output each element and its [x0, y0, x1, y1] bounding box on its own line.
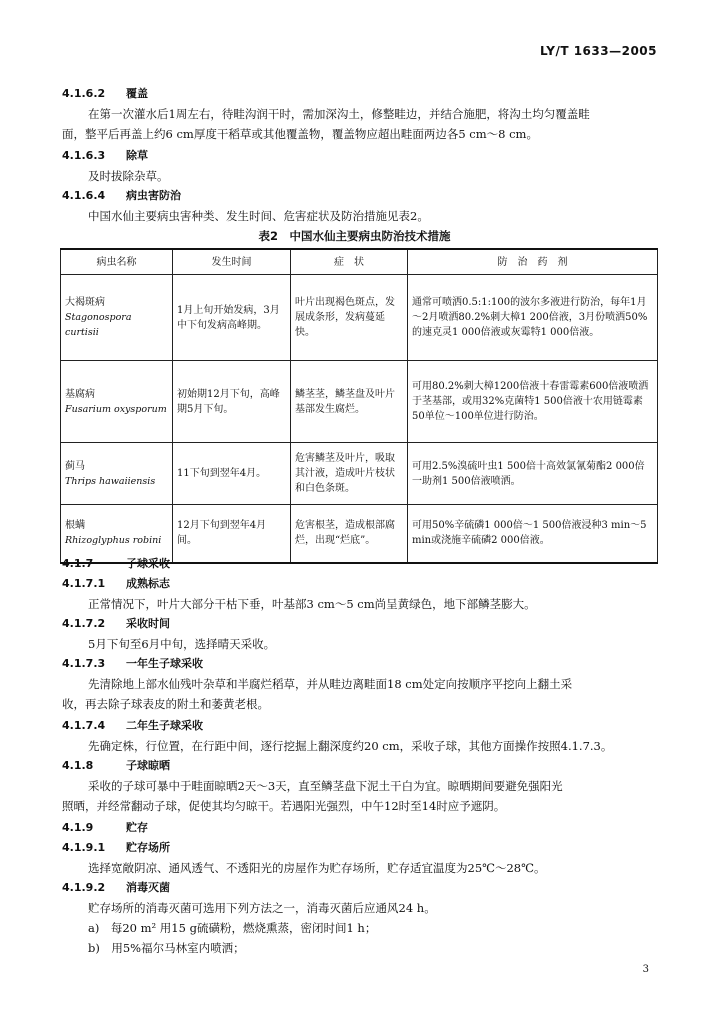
- section-heading: 4.1.7.4 二年生子球采收: [62, 719, 203, 732]
- section-heading: 4.1.8 子球晾晒: [62, 759, 170, 772]
- section-heading: 4.1.9.2 消毒灭菌: [62, 881, 170, 894]
- list-item: b) 用5%福尔马林室内喷洒；: [88, 941, 245, 955]
- standard-number: LY/T 1633—2005: [539, 44, 657, 58]
- column-header: 防 治 药 剂: [408, 249, 658, 275]
- paragraph-line: 照晒，并经常翻动子球，促使其均匀晾干。若遇阳光强烈，中午12时至14时应予遮阴。: [62, 799, 506, 813]
- paragraph-line: 5月下旬至6月中旬，选择晴天采收。: [88, 637, 276, 651]
- table-row: [61, 443, 658, 505]
- paragraph-line: 贮存场所的消毒灭菌可选用下列方法之一，消毒灭菌后应通风24 h。: [88, 901, 436, 915]
- paragraph-line: 选择宽敞阴凉、通风透气、不透阳光的房屋作为贮存场所，贮存适宜温度为25℃～28℃。: [88, 861, 546, 875]
- section-heading: 4.1.7.1 成熟标志: [62, 577, 170, 590]
- pest-name-cell: 根螨 Rhizoglyphus robini: [61, 505, 173, 563]
- symptom-cell: 危害鳞茎及叶片，吸取其汁液，造成叶片枝状和白色条斑。: [291, 443, 408, 505]
- occurrence-time-cell: 12月下旬到翌年4月间。: [173, 505, 291, 563]
- paragraph-line: 采收的子球可暴中于畦面晾晒2天～3天，直至鳞茎盘下泥土干白为宜。晾晒期间要避免强阳光: [88, 779, 563, 793]
- pest-control-table: [60, 248, 658, 564]
- table-row: [61, 275, 658, 361]
- symptom-cell: 危害根茎，造成根部腐烂，出现“烂底”。: [291, 505, 408, 563]
- paragraph-line: 先清除地上部水仙残叶杂草和半腐烂稻草，并从畦边离畦面18 cm处定向按顺序平挖向上翻土采: [88, 677, 573, 691]
- paragraph-line: 先确定株，行位置，在行距中间，逐行挖掘上翻深度约20 cm，采收子球，其他方面操作按照4.1.7.3。: [88, 739, 613, 753]
- occurrence-time-cell: 11下旬到翌年4月。: [173, 443, 291, 505]
- control-agent-cell: 通常可喷洒0.5:1:100的波尔多液进行防治，每年1月～2月喷洒80.2%刺大樟1 200倍液，3月份喷洒50%的速克灵1 000倍液或灰霉特1 000倍液。: [408, 275, 658, 361]
- control-agent-cell: 可用50%辛硫磷1 000倍～1 500倍液浸种3 min～5 min或浇施辛硫磷2 000倍液。: [408, 505, 658, 563]
- paragraph-line: 面，整平后再盖上约6 cm厚度干稻草或其他覆盖物，覆盖物应超出畦面两边各5 cm～8 cm。: [62, 127, 538, 141]
- table-caption: 表2 中国水仙主要病虫防治技术措施: [258, 229, 451, 243]
- control-agent-cell: 可用80.2%刺大樟1200倍液十春雷霉素600倍液喷洒于茎基部，或用32%克菌特1 500倍液十农用链霉素50单位～100单位进行防治。: [408, 361, 658, 443]
- section-heading: 4.1.7.3 一年生子球采收: [62, 657, 203, 670]
- section-heading: 4.1.6.4 病虫害防治: [62, 189, 181, 202]
- section-heading: 4.1.7.2 采收时间: [62, 617, 170, 630]
- paragraph-line: 在第一次灌水后1周左右，待畦沟润干时，需加深沟土，修整畦边，并结合施肥，将沟土均匀覆盖畦: [88, 107, 590, 121]
- list-item: a) 每20 m² 用15 g硫磺粉，燃烧熏蒸，密闭时间1 h；: [88, 921, 377, 935]
- table-row: [61, 361, 658, 443]
- symptom-cell: 叶片出现褐色斑点，发展成条形，发病蔓延快。: [291, 275, 408, 361]
- occurrence-time-cell: 初始期12月下旬，高峰期5月下旬。: [173, 361, 291, 443]
- section-heading: 4.1.9.1 贮存场所: [62, 841, 170, 854]
- column-header: 症 状: [291, 249, 408, 275]
- paragraph-line: 收，再去除子球表皮的附土和萎黄老根。: [62, 697, 269, 711]
- pest-name-cell: 基腐病 Fusarium oxysporum: [61, 361, 173, 443]
- symptom-cell: 鳞茎茎，鳞茎盘及叶片基部发生腐烂。: [291, 361, 408, 443]
- section-heading: 4.1.6.2 覆盖: [62, 87, 148, 100]
- occurrence-time-cell: 1月上旬开始发病，3月中下旬发病高峰期。: [173, 275, 291, 361]
- section-heading: 4.1.6.3 除草: [62, 149, 148, 162]
- pest-name-cell: 蓟马 Thrips hawaiiensis: [61, 443, 173, 505]
- control-agent-cell: 可用2.5%溴硫叶虫1 500倍十高效氯氰菊酯2 000倍一助剂1 500倍液喷洒。: [408, 443, 658, 505]
- column-header: 病虫名称: [61, 249, 173, 275]
- paragraph-line: 中国水仙主要病虫害种类、发生时间、危害症状及防治措施见表2。: [88, 209, 429, 223]
- pest-name-cell: 大褐斑病 Stagonospora curtisii: [61, 275, 173, 361]
- table-header-row: [61, 249, 658, 275]
- section-heading: 4.1.9 贮存: [62, 821, 148, 834]
- page-number: 3: [642, 964, 649, 975]
- paragraph-line: 及时拔除杂草。: [88, 169, 169, 183]
- section-heading: 4.1.7 子球采收: [62, 557, 170, 570]
- paragraph-line: 正常情况下，叶片大部分干枯下垂，叶基部3 cm～5 cm尚呈黄绿色，地下部鳞茎膨大。: [88, 597, 536, 611]
- column-header: 发生时间: [173, 249, 291, 275]
- table-row: [61, 505, 658, 563]
